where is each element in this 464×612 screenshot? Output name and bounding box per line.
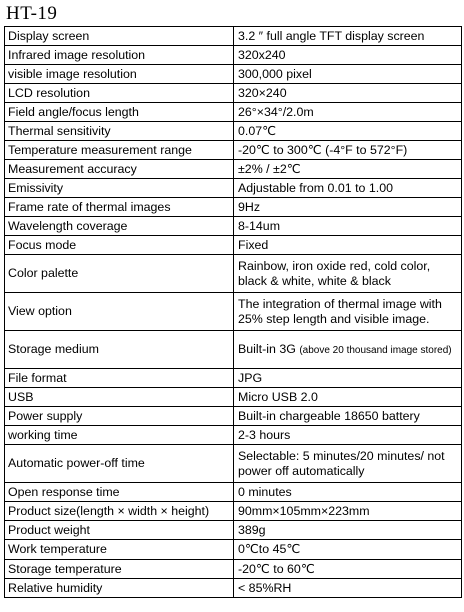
spec-row-file-format [5, 369, 462, 388]
spec-value [234, 331, 462, 369]
spec-row-field-angle [5, 103, 462, 122]
spec-row-focus-mode [5, 236, 462, 255]
spec-label: LCD resolution [5, 84, 234, 103]
spec-row-measurement-accuracy [5, 160, 462, 179]
spec-row-view-option [5, 293, 462, 331]
spec-value: Selectable: 5 minutes/20 minutes/ not power off automatically [234, 445, 462, 483]
spec-value: -20℃ to 60℃ [234, 560, 462, 579]
spec-value: 8-14um [234, 217, 462, 236]
spec-label: Color palette [5, 255, 234, 293]
spec-value: Fixed [234, 236, 462, 255]
specification-table [4, 26, 462, 598]
spec-label: Product size(length × width × height) [5, 502, 234, 521]
spec-row-frame-rate [5, 198, 462, 217]
spec-label: Wavelength coverage [5, 217, 234, 236]
spec-value: 300,000 pixel [234, 65, 462, 84]
spec-label: Product weight [5, 521, 234, 540]
spec-value: ±2% / ±2℃ [234, 160, 462, 179]
spec-value: 2-3 hours [234, 426, 462, 445]
spec-row-storage-medium [5, 331, 462, 369]
spec-label: Field angle/focus length [5, 103, 234, 122]
spec-row-auto-power-off [5, 445, 462, 483]
spec-row-temperature-range [5, 141, 462, 160]
spec-label: View option [5, 293, 234, 331]
spec-label: File format [5, 369, 234, 388]
spec-value: Built-in chargeable 18650 battery [234, 407, 462, 426]
spec-label: Open response time [5, 483, 234, 502]
spec-label: USB [5, 388, 234, 407]
spec-label: Relative humidity [5, 579, 234, 598]
spec-row-color-palette [5, 255, 462, 293]
spec-row-visible-resolution [5, 65, 462, 84]
spec-row-thermal-sensitivity [5, 122, 462, 141]
spec-label: Storage temperature [5, 560, 234, 579]
spec-label: Work temperature [5, 540, 234, 560]
spec-label: Focus mode [5, 236, 234, 255]
spec-value: Adjustable from 0.01 to 1.00 [234, 179, 462, 198]
storage-value: Built-in 3G [238, 341, 296, 356]
spec-row-emissivity [5, 179, 462, 198]
spec-value: < 85%RH [234, 579, 462, 598]
spec-label: Automatic power-off time [5, 445, 234, 483]
spec-value: 320×240 [234, 84, 462, 103]
spec-value: 3.2 ″ full angle TFT display screen [234, 27, 462, 46]
spec-label: Infrared image resolution [5, 46, 234, 65]
spec-row-display-screen [5, 27, 462, 46]
spec-row-lcd-resolution [5, 84, 462, 103]
spec-label: Storage medium [5, 331, 234, 369]
spec-row-wavelength [5, 217, 462, 236]
spec-value: 0℃to 45℃ [234, 540, 462, 560]
spec-row-power-supply [5, 407, 462, 426]
spec-value: 0 minutes [234, 483, 462, 502]
spec-label: Power supply [5, 407, 234, 426]
spec-row-usb [5, 388, 462, 407]
spec-label: Temperature measurement range [5, 141, 234, 160]
spec-value: JPG [234, 369, 462, 388]
spec-label: working time [5, 426, 234, 445]
spec-value: 389g [234, 521, 462, 540]
spec-row-product-weight [5, 521, 462, 540]
spec-row-relative-humidity [5, 579, 462, 598]
spec-row-product-size [5, 502, 462, 521]
spec-label: Thermal sensitivity [5, 122, 234, 141]
spec-row-infrared-resolution [5, 46, 462, 65]
spec-value: The integration of thermal image with 25% step length and visible image. [234, 293, 462, 331]
spec-label: Emissivity [5, 179, 234, 198]
page-title: HT-19 [6, 3, 58, 24]
spec-value: 90mm×105mm×223mm [234, 502, 462, 521]
spec-label: Display screen [5, 27, 234, 46]
spec-value: 26°×34°/2.0m [234, 103, 462, 122]
storage-note: (above 20 thousand image stored) [299, 344, 452, 356]
spec-value: Micro USB 2.0 [234, 388, 462, 407]
spec-label: visible image resolution [5, 65, 234, 84]
spec-row-open-response-time [5, 483, 462, 502]
spec-label: Measurement accuracy [5, 160, 234, 179]
spec-row-storage-temperature [5, 560, 462, 579]
spec-value: 9Hz [234, 198, 462, 217]
spec-value: Rainbow, iron oxide red, cold color, black & white, white & black [234, 255, 462, 293]
spec-label: Frame rate of thermal images [5, 198, 234, 217]
spec-row-working-time [5, 426, 462, 445]
spec-row-work-temperature [5, 540, 462, 560]
spec-value: 0.07℃ [234, 122, 462, 141]
spec-value: -20℃ to 300℃ (-4°F to 572°F) [234, 141, 462, 160]
spec-value: 320x240 [234, 46, 462, 65]
